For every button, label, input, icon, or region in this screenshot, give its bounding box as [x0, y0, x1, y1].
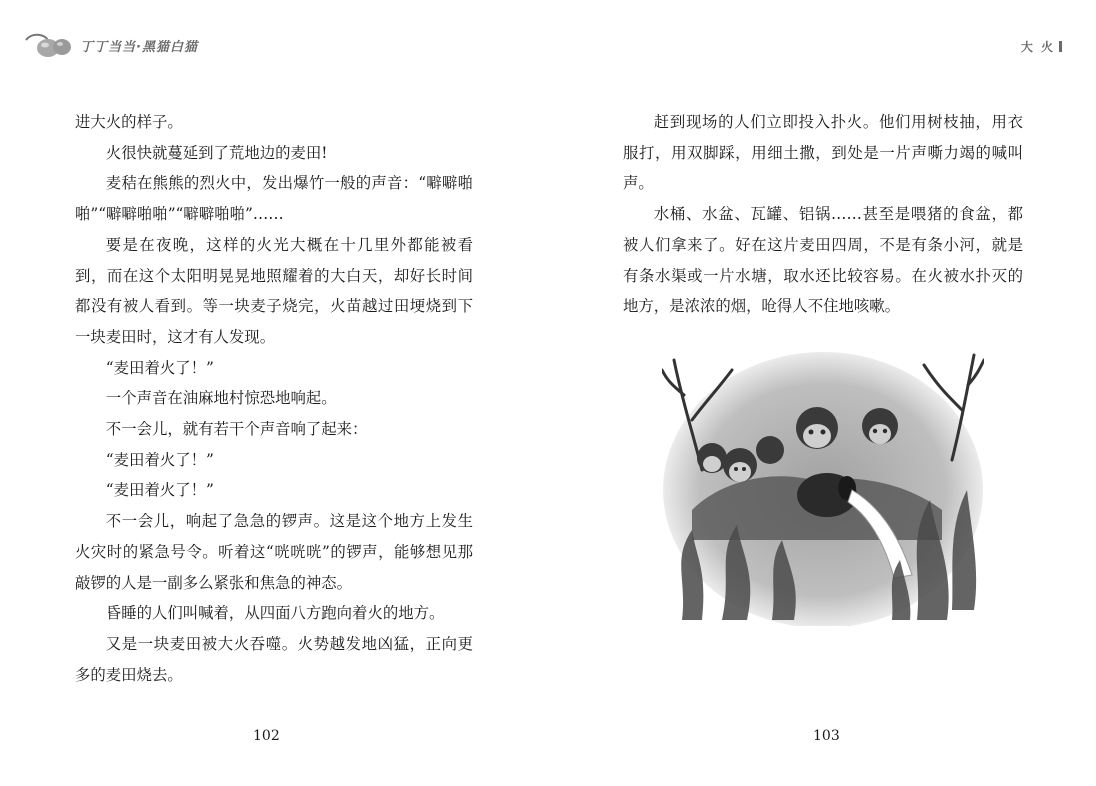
page-number-left: 102	[253, 728, 280, 744]
paragraph: 麦秸在熊熊的烈火中，发出爆竹一般的声音：“噼噼啪啪”“噼噼啪啪”“噼噼啪啪”……	[75, 174, 473, 224]
paragraph: 进大火的样子。	[75, 113, 183, 131]
gourd-logo-icon	[22, 30, 74, 60]
paragraph: 不一会儿，就有若干个声音响了起来：	[105, 420, 368, 439]
paragraph: 昏睡的人们叫喊着，从四面八方跑向着火的地方。	[105, 604, 445, 623]
paragraph: “麦田着火了！”	[105, 481, 214, 500]
header-bar-ornament	[1059, 41, 1062, 52]
paragraph: 一个声音在油麻地村惊恐地响起。	[105, 389, 337, 408]
running-header-left	[22, 30, 198, 60]
paragraph: “麦田着火了！”	[105, 358, 214, 377]
series-title: 丁丁当当·黑猫白猫	[80, 39, 198, 55]
villagers-fighting-fire-illustration	[662, 340, 984, 626]
paragraph: 不一会儿，响起了急急的锣声。这是这个地方上发生火灾时的紧急号令。听着这“咣咣咣”的锣声，能够想见那敲锣的人是一副多么紧张和焦急的神态。	[75, 512, 473, 592]
paragraph: 火很快就蔓延到了荒地边的麦田!	[105, 143, 328, 162]
paragraph: 要是在夜晚，这样的火光大概在十几里外都能被看到，而在这个太阳明晃晃地照耀着的大白天，却好长时间都没有被人看到。等一块麦子烧完，火苗越过田埂烧到下一块麦田时，这才有人发现。	[75, 235, 473, 346]
page-number-right: 103	[813, 728, 840, 744]
running-header-right	[1021, 38, 1062, 55]
right-page-text	[623, 107, 1023, 322]
chapter-title: 大 火	[1020, 40, 1055, 54]
paragraph: “麦田着火了！”	[105, 450, 214, 469]
paragraph: 赶到现场的人们立即投入扑火。他们用树枝抽，用衣服打，用双脚踩，用细土撒，到处是一片声嘶力竭的喊叫声。	[623, 113, 1023, 193]
paragraph: 水桶、水盆、瓦罐、铝锅……甚至是喂猪的食盆，都被人们拿来了。好在这片麦田四周，不是有条小河，就是有条水渠或一片水塘，取水还比较容易。在火被水扑灭的地方，是浓浓的烟，呛得人不住地咳嗽。	[623, 205, 1023, 316]
paragraph: 又是一块麦田被大火吞噬。火势越发地凶猛，正向更多的麦田烧去。	[75, 634, 473, 684]
left-page-text	[75, 107, 473, 690]
